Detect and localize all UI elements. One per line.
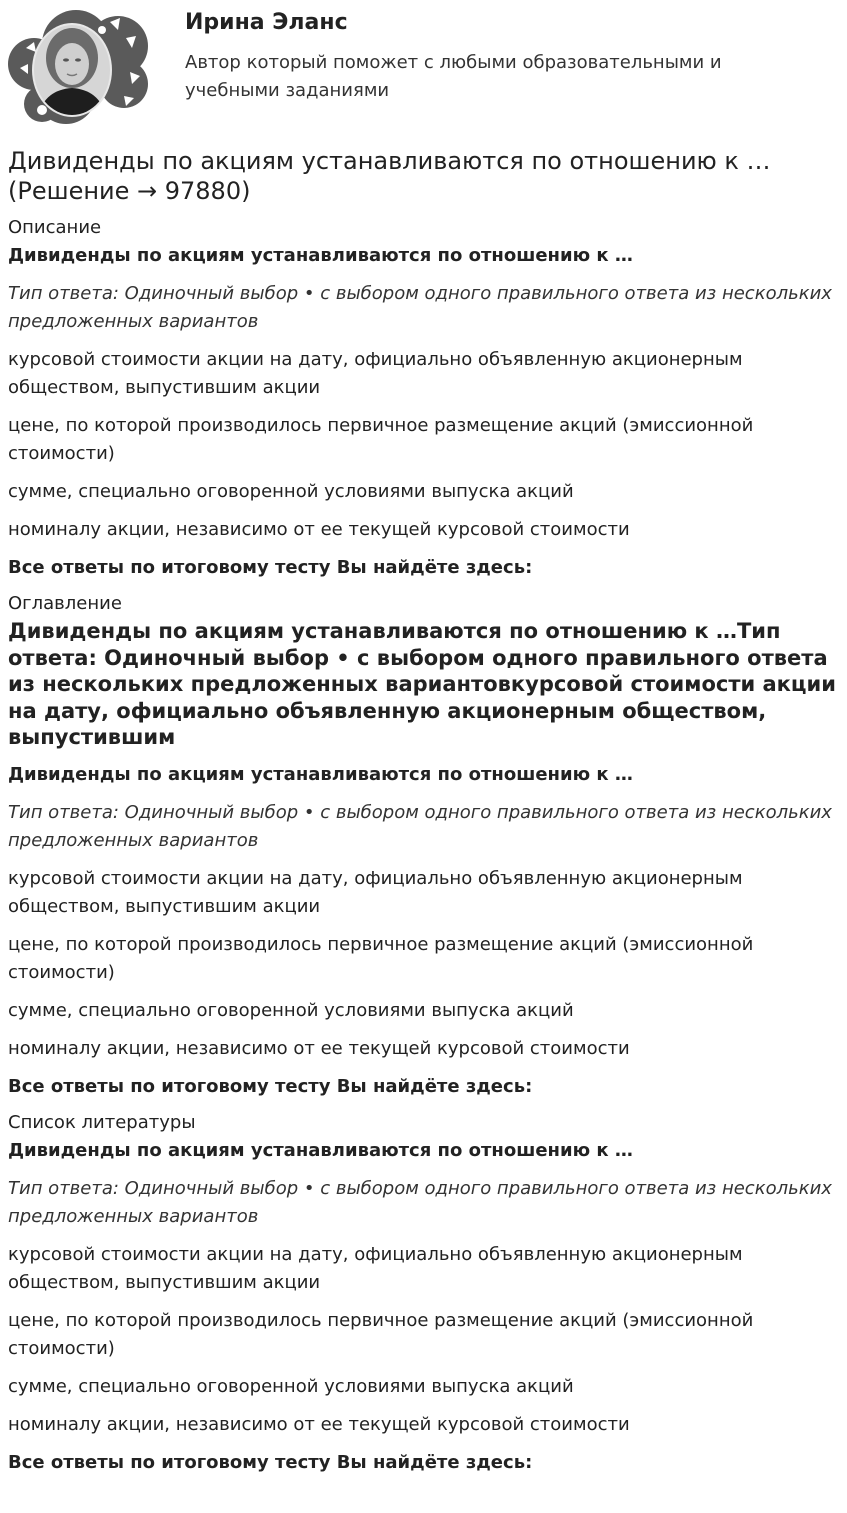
author-card [0,0,847,140]
all-answers-link[interactable]: Все ответы по итоговому тесту Вы найдёте здесь: [8,1075,533,1097]
contents-heading: Дивиденды по акциям устанавливаются по отношению к …Тип ответа: Одиночный выбор • с выбором одного правильного ответа из нескольких предложенных вариантовкурсовой стоимости акции на дату, официально объявленную акционерным обществом, выпустившим [8,619,836,749]
answer-option: номиналу акции, независимо от ее текущей курсовой стоимости [8,1037,630,1059]
answer-option: номиналу акции, независимо от ее текущей курсовой стоимости [8,1413,630,1435]
section-label: Оглавление [8,593,122,614]
page-title: Дивиденды по акциям устанавливаются по отношению к … (Решение → 97880) [8,147,771,205]
author-name[interactable]: Ирина Эланс [185,10,348,35]
question-text: Дивиденды по акциям устанавливаются по отношению к … [8,763,633,785]
section-description [8,214,838,582]
answer-option: курсовой стоимости акции на дату, официально объявленную акционерным обществом, выпустившим акции [8,349,743,398]
answer-option: сумме, специально оговоренной условиями выпуска акций [8,1375,574,1397]
author-description: Автор который поможет с любыми образовательными и учебными заданиями [185,52,722,101]
all-answers-link[interactable]: Все ответы по итоговому тесту Вы найдёте здесь: [8,557,533,578]
answer-type: Тип ответа: Одиночный выбор • с выбором одного правильного ответа из нескольких предложенных вариантов [8,283,832,332]
all-answers-link[interactable]: Все ответы по итоговому тесту Вы найдёте здесь: [8,1451,533,1473]
answer-option: цене, по которой производилось первичное размещение акций (эмиссионной стоимости) [8,1309,754,1359]
answer-type: Тип ответа: Одиночный выбор • с выбором одного правильного ответа из нескольких предложенных вариантов [8,1177,832,1227]
answer-option: сумме, специально оговоренной условиями выпуска акций [8,481,574,502]
answer-option: цене, по которой производилось первичное размещение акций (эмиссионной стоимости) [8,933,754,983]
answer-type: Тип ответа: Одиночный выбор • с выбором одного правильного ответа из нескольких предложенных вариантов [8,801,832,851]
answer-option: курсовой стоимости акции на дату, официально объявленную акционерным обществом, выпустившим акции [8,867,743,917]
main-content [8,146,838,1477]
answer-option: цене, по которой производилось первичное размещение акций (эмиссионной стоимости) [8,415,754,464]
answer-option: сумме, специально оговоренной условиями выпуска акций [8,999,574,1021]
film-reel-avatar-frame-icon [6,6,152,128]
answer-option: курсовой стоимости акции на дату, официально объявленную акционерным обществом, выпустившим акции [8,1243,743,1293]
question-text: Дивиденды по акциям устанавливаются по отношению к … [8,245,633,266]
section-label: Список литературы [8,1111,196,1133]
section-contents [8,590,838,1101]
answer-option: номиналу акции, независимо от ее текущей курсовой стоимости [8,519,630,540]
section-label: Описание [8,217,102,238]
author-avatar[interactable] [6,6,152,128]
question-text: Дивиденды по акциям устанавливаются по отношению к … [8,1139,633,1161]
section-references [8,1109,838,1477]
